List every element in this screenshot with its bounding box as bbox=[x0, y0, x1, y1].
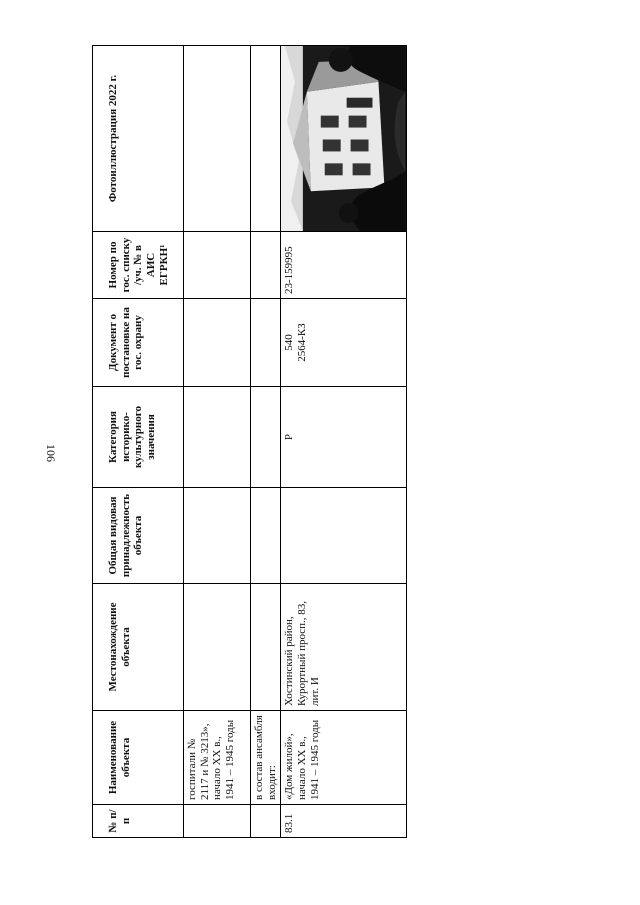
table-row bbox=[251, 46, 281, 838]
page-number: 106 bbox=[44, 444, 58, 462]
cell-photo bbox=[281, 46, 406, 232]
cell-name: в состав ансамбля входит: bbox=[251, 711, 281, 805]
cell-category bbox=[184, 387, 251, 488]
header-reg-number: Номер по гос. списку /уч. № в АИС ЕГРКН¹ bbox=[93, 232, 184, 299]
document-line-1: 540 bbox=[283, 334, 296, 351]
table-header-row bbox=[93, 46, 184, 838]
cell-document bbox=[281, 299, 406, 387]
cell-ownership bbox=[251, 488, 281, 584]
table-row bbox=[281, 46, 406, 838]
cell-reg-number bbox=[251, 232, 281, 299]
cell-document bbox=[184, 299, 251, 387]
header-category: Категория историко-культурного значения bbox=[93, 387, 184, 488]
header-name: Наименование объекта bbox=[93, 711, 184, 805]
header-ownership: Общая видовая принадлежность объекта bbox=[93, 488, 184, 584]
cell-location bbox=[184, 584, 251, 711]
monuments-table bbox=[92, 45, 407, 838]
cell-location bbox=[251, 584, 281, 711]
cell-location: Хостинский район, Курортный просп., 83, лит. И bbox=[281, 584, 406, 711]
rotated-table-container bbox=[92, 46, 389, 838]
header-num: № п/п bbox=[93, 805, 184, 838]
building-photo-image bbox=[281, 46, 405, 231]
cell-ownership bbox=[281, 488, 406, 584]
cell-num bbox=[184, 805, 251, 838]
cell-category bbox=[251, 387, 281, 488]
cell-photo bbox=[251, 46, 281, 232]
cell-category: Р bbox=[281, 387, 406, 488]
cell-reg-number: 23-159995 bbox=[281, 232, 406, 299]
header-photo: Фотоиллюстрация 2022 г. bbox=[93, 46, 184, 232]
cell-num bbox=[251, 805, 281, 838]
document-line-2: 2564-КЗ bbox=[295, 323, 308, 362]
cell-name: «Дом жилой», начало XX в., 1941 – 1945 годы bbox=[281, 711, 406, 805]
cell-name: госпитали № 2117 и № 3213», начало XX в., 1941 – 1945 годы bbox=[184, 711, 251, 805]
header-document: Документ о постановке на гос. охрану bbox=[93, 299, 184, 387]
cell-reg-number bbox=[184, 232, 251, 299]
table-row bbox=[184, 46, 251, 838]
cell-photo bbox=[184, 46, 251, 232]
cell-document bbox=[251, 299, 281, 387]
cell-ownership bbox=[184, 488, 251, 584]
header-location: Местонахождение объекта bbox=[93, 584, 184, 711]
building-photo bbox=[281, 46, 405, 231]
cell-num: 83.1 bbox=[281, 805, 406, 838]
